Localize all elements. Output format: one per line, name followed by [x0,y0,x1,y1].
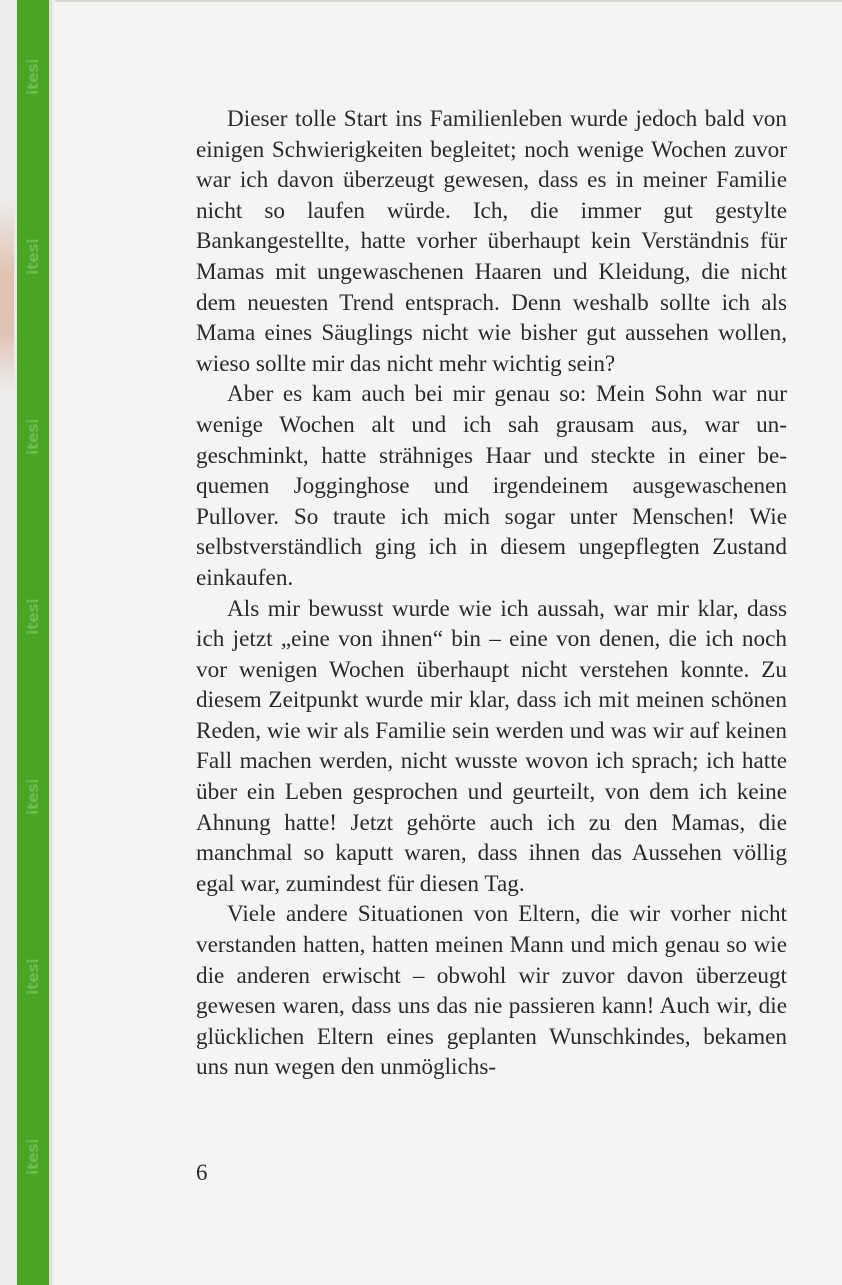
paragraph: Dieser tolle Start ins Familienleben wurde jedoch bald von einigen Schwierigkeiten begleitet; noch wenige Wochen zuvor war ich davon überzeugt gewesen, dass es in meiner Familie nicht so laufen würde. Ich, die immer gut gestylte Bankangestellte, hatte vorher überhaupt kein Verständnis für Mamas mit ungewaschenen Haaren und Kleidung, die nicht dem neuesten Trend entsprach. Denn weshalb sollte ich als Mama eines Säuglings nicht wie bisher gut aussehen wollen, wieso sollte mir das nicht mehr wichtig sein? [196,106,787,377]
spine-logo-mark: itesi [24,238,42,275]
spine-logo-mark: itesi [24,1138,42,1175]
paragraph: Viele andere Situationen von Eltern, die wir vorher nicht verstanden hatten, hatten meinen Mann und mich genau so wie die anderen erwischt – obwohl wir zuvor davon überzeugt gewesen waren, dass uns das nie passieren kann! Auch wir, die glücklichen Eltern eines geplanten Wunschkindes, bekamen uns nun wegen den unmöglichs- [196,901,787,1081]
spine-color-bar [17,0,49,1285]
adjacent-page-illustration-edge [0,200,14,390]
spine-logo-mark: itesi [24,958,42,995]
paragraph: Aber es kam auch bei mir genau so: Mein Sohn war nur wenige Wochen alt und ich sah grausam aus, war ungeschminkt, hatte strähniges Haar und steckte in einer bequemen Jogginghose und irgendeinem ausgewaschenen Pullover. So traute ich mich sogar unter Menschen! Wie selbstverständlich ging ich in diesem ungepflegten Zustand einkaufen. [196,381,787,591]
paragraph: Als mir bewusst wurde wie ich aussah, war mir klar, dass ich jetzt „eine von ihnen“ bin – eine von denen, die ich noch vor wenigen Wochen überhaupt nicht verstehen konnte. Zu diesem Zeitpunkt wurde mir klar, dass ich mit meinen schönen Reden, wie wir als Familie sein werden und was wir auf keinen Fall machen werden, nicht wusste wovon ich sprach; ich hatte über ein Leben gesprochen und geurteilt, von dem ich keine Ahnung hatte! Jetzt gehörte auch ich zu den Mamas, die manchmal so kaputt waren, dass ihnen das Aussehen völlig egal war, zumindest für diesen Tag. [196,595,787,897]
page-number: 6 [196,1160,208,1185]
spine-logo-mark: itesi [24,778,42,815]
adjacent-page-edge [0,0,17,1285]
spine-logo-mark: itesi [24,418,42,455]
body-text [196,104,787,1083]
page-gutter-shadow [49,0,55,1285]
spine-logo-mark: itesi [24,58,42,95]
spine-logo-mark: itesi [24,598,42,635]
page-top-edge [55,0,842,2]
